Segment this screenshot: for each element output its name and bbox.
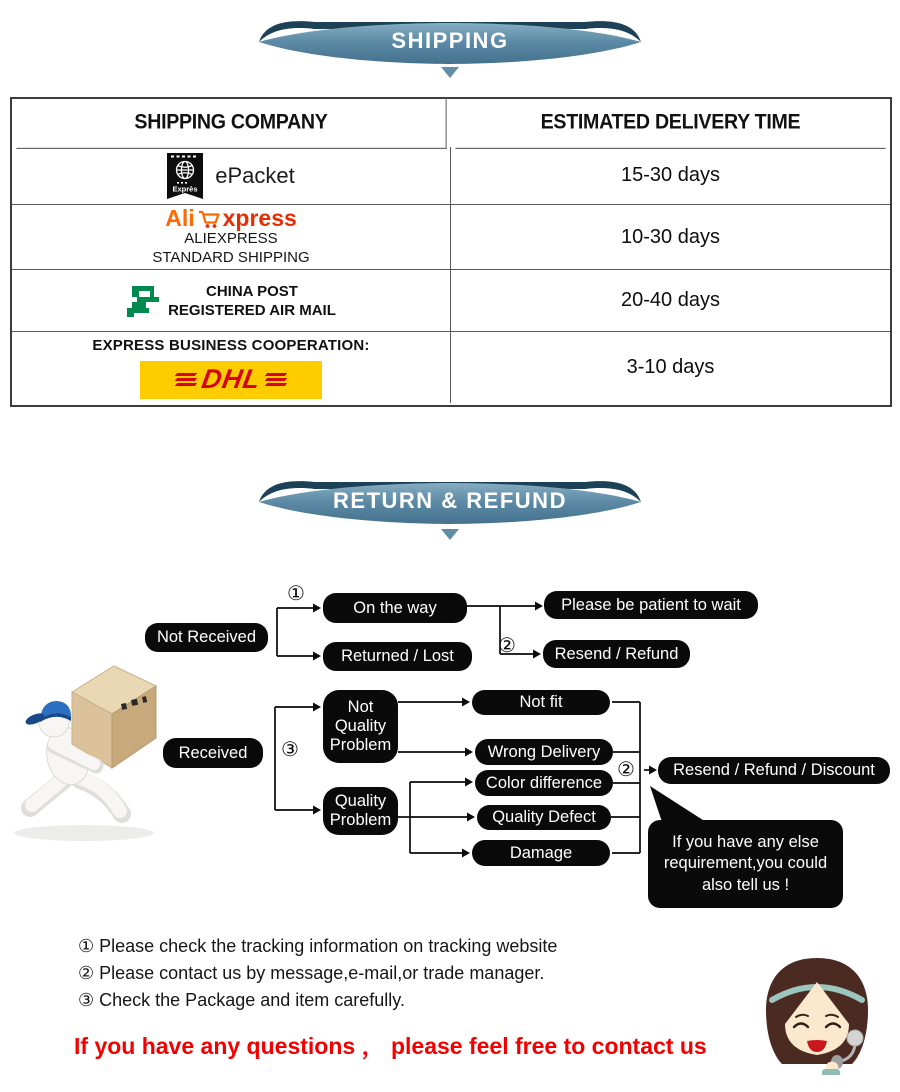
chinapost-emblem-icon (126, 283, 160, 319)
aliexpress-logo-xpress: xpress (222, 205, 297, 231)
flow-node-received: Received (163, 738, 263, 768)
flow-node-on-the-way: On the way (323, 593, 467, 623)
note-line-1: ① Please check the tracking information on tracking website (78, 936, 558, 956)
speech-bubble (648, 820, 843, 908)
aliexpress-logo-ali: Ali (165, 205, 195, 231)
node-line: Not (347, 698, 374, 717)
node-line: Quality (334, 792, 387, 811)
notes-list (78, 933, 557, 1014)
flow-node-wrong-delivery: Wrong Delivery (475, 739, 613, 765)
cart-icon (197, 208, 221, 229)
carrier-name-line2: STANDARD SHIPPING (152, 249, 310, 266)
flow-node-color-difference: Color difference (475, 770, 613, 796)
dhl-stripes-icon (266, 373, 286, 386)
delivery-time-aliexpress: 10-30 days (451, 205, 890, 270)
flow-node-not-quality-problem (323, 690, 398, 763)
flow-node-resend-refund-discount: Resend / Refund / Discount (658, 757, 890, 784)
flow-node-quality-problem (323, 787, 398, 835)
flow-node-please-be-patient: Please be patient to wait (544, 591, 758, 619)
flow-node-returned-lost: Returned / Lost (323, 642, 472, 671)
flow-node-damage: Damage (472, 840, 610, 866)
down-arrow-icon (441, 67, 459, 78)
bubble-line: also tell us ! (701, 875, 790, 894)
col-header-shipping-company: SHIPPING COMPANY (16, 97, 446, 149)
node-line: Problem (329, 735, 392, 754)
carrier-name-line1: CHINA POST (206, 282, 298, 300)
delivery-time-chinapost: 20-40 days (451, 270, 890, 332)
down-arrow-icon (441, 529, 459, 540)
epacket-badge-text: Exprès (172, 184, 198, 193)
bubble-line: requirement,you could (663, 854, 828, 873)
circled-3-marker: ③ (281, 739, 299, 761)
note-line-3: ③ Check the Package and item carefully. (78, 990, 405, 1010)
carrier-name-epacket: ePacket (215, 162, 295, 188)
table-row-chinapost (12, 270, 451, 332)
shipping-table (10, 97, 892, 407)
customer-service-girl-illustration (752, 952, 882, 1075)
node-line: Problem (329, 811, 392, 829)
express-cooperation-label: EXPRESS BUSINESS COOPERATION: (92, 336, 370, 354)
table-row-dhl (12, 332, 451, 403)
circled-2-marker: ② (617, 759, 635, 781)
delivery-time-epacket: 15-30 days (451, 147, 890, 205)
bubble-line: If you have any else (672, 832, 819, 851)
dhl-stripes-icon (176, 373, 196, 386)
dhl-logo (140, 361, 322, 399)
table-row-aliexpress (12, 205, 451, 270)
speech-bubble-tail (650, 786, 706, 822)
circled-1-marker: ① (287, 583, 305, 605)
flow-node-resend-refund: Resend / Refund (543, 640, 690, 668)
flow-node-not-received: Not Received (145, 623, 268, 652)
shipping-banner-title: SHIPPING (391, 28, 509, 53)
flow-node-not-fit: Not fit (472, 690, 610, 715)
node-line: Quality (334, 717, 387, 736)
col-header-delivery-time: ESTIMATED DELIVERY TIME (455, 97, 885, 149)
contact-us-message: If you have any questions ， please feel free to contact us (74, 1033, 707, 1059)
circled-2-marker: ② (498, 635, 516, 657)
delivery-time-dhl: 3-10 days (626, 356, 715, 378)
aliexpress-logo (165, 207, 297, 229)
delivery-man-illustration (4, 652, 168, 848)
carrier-name-line1: ALIEXPRESS (184, 230, 278, 247)
table-row-epacket (12, 147, 451, 205)
dhl-logo-text: DHL (199, 364, 263, 394)
return-refund-banner-title: RETURN & REFUND (333, 488, 567, 513)
epacket-badge-icon (167, 153, 203, 199)
carrier-name-line2: REGISTERED AIR MAIL (168, 301, 336, 319)
flow-node-quality-defect: Quality Defect (477, 805, 611, 830)
note-line-2: ② Please contact us by message,e-mail,or trade manager. (78, 963, 545, 983)
